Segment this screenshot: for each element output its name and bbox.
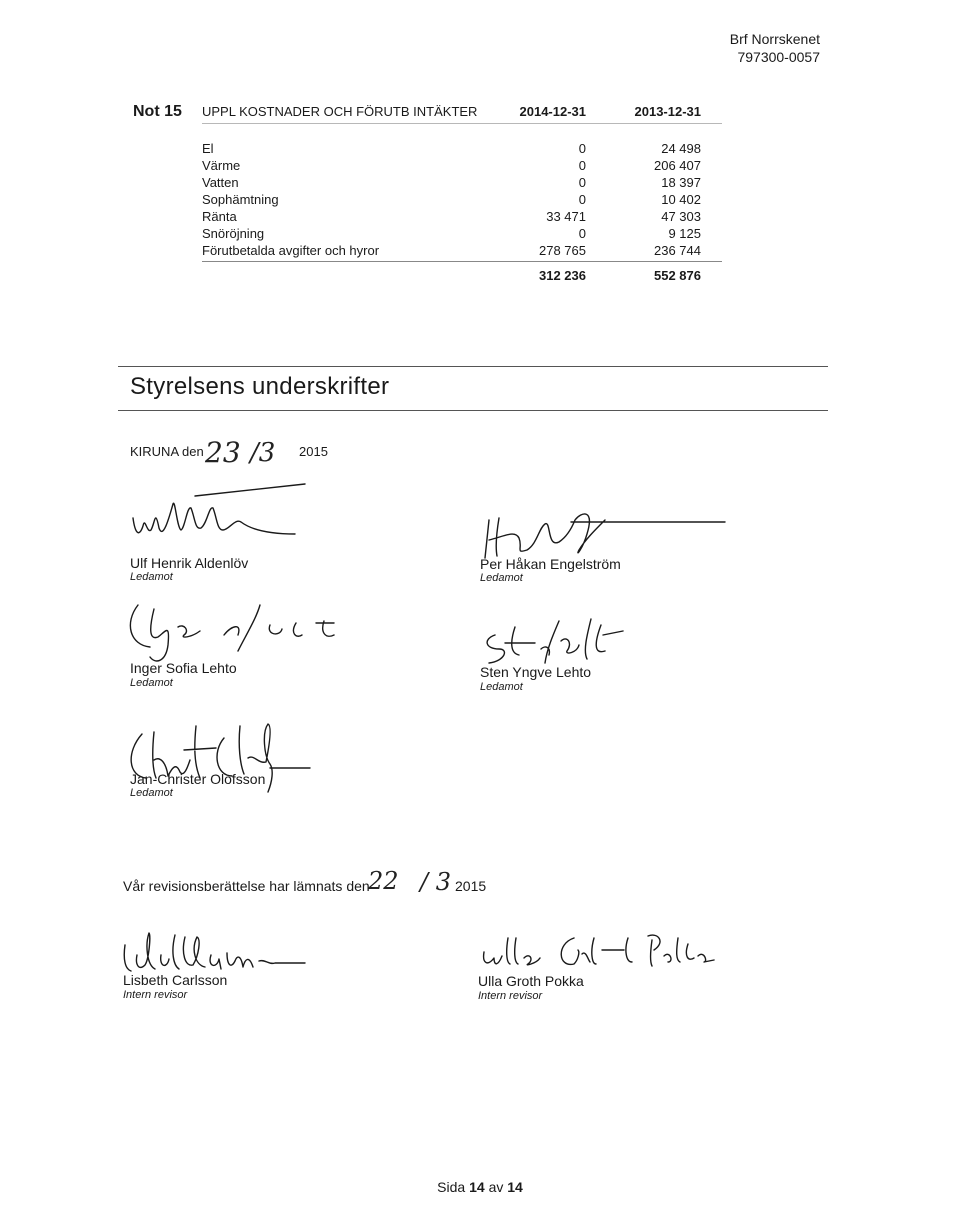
total-2014: 312 236 bbox=[539, 268, 586, 283]
row-label: Sophämtning bbox=[202, 192, 279, 207]
revisor-name: Lisbeth Carlsson bbox=[123, 972, 228, 988]
total-2013: 552 876 bbox=[654, 268, 701, 283]
signer-role: Ledamot bbox=[130, 787, 173, 799]
row-value-2014: 0 bbox=[578, 226, 586, 241]
signer-name: Per Håkan Engelström bbox=[480, 556, 621, 572]
signer-name: Ulf Henrik Aldenlöv bbox=[130, 555, 249, 571]
signer-role: Ledamot bbox=[130, 571, 173, 583]
table-row bbox=[202, 140, 702, 157]
signer-name: Inger Sofia Lehto bbox=[130, 660, 237, 676]
footer-total: 14 bbox=[507, 1179, 523, 1195]
row-label: El bbox=[202, 141, 214, 156]
row-value-2013: 206 407 bbox=[654, 158, 701, 173]
footer-mid: av bbox=[488, 1179, 504, 1195]
table-row bbox=[202, 157, 702, 174]
row-value-2013: 236 744 bbox=[654, 243, 701, 258]
table-row bbox=[202, 174, 702, 191]
handwritten-day: 23 bbox=[205, 436, 241, 469]
row-value-2013: 18 397 bbox=[661, 175, 701, 190]
header-divider bbox=[202, 123, 722, 124]
signer-role: Ledamot bbox=[480, 572, 523, 584]
signature-per bbox=[475, 490, 735, 565]
total-row bbox=[202, 267, 702, 284]
row-label: Ränta bbox=[202, 209, 237, 224]
page-footer bbox=[0, 1179, 960, 1195]
column-header-2014: 2014-12-31 bbox=[519, 104, 586, 119]
revisor-name: Ulla Groth Pokka bbox=[478, 973, 584, 989]
audit-year: 2015 bbox=[455, 878, 487, 894]
note-label: Not 15 bbox=[133, 103, 182, 120]
row-label: Vatten bbox=[202, 175, 239, 190]
footer-prefix: Sida bbox=[437, 1179, 466, 1195]
table-row bbox=[202, 191, 702, 208]
row-value-2013: 10 402 bbox=[661, 192, 701, 207]
revisor-role: Intern revisor bbox=[123, 989, 188, 1001]
row-value-2014: 0 bbox=[578, 175, 586, 190]
signing-year: 2015 bbox=[299, 444, 328, 459]
signature-sten bbox=[475, 605, 635, 670]
signature-ulf bbox=[125, 478, 315, 558]
table-row bbox=[202, 225, 702, 242]
signer-role: Ledamot bbox=[480, 681, 523, 693]
row-value-2013: 9 125 bbox=[668, 226, 701, 241]
signature-inger bbox=[120, 595, 350, 665]
column-header-2013: 2013-12-31 bbox=[634, 104, 701, 119]
table-row bbox=[202, 242, 702, 259]
section-rule-top bbox=[118, 366, 828, 367]
handwritten-month: /3 bbox=[250, 438, 276, 468]
handwritten-audit-day: 22 bbox=[368, 867, 399, 895]
row-label: Förutbetalda avgifter och hyror bbox=[202, 243, 380, 258]
org-name: Brf Norrskenet bbox=[729, 31, 820, 47]
signer-name: Jan-Christer Olofsson bbox=[130, 771, 266, 787]
row-value-2014: 278 765 bbox=[539, 243, 586, 258]
row-value-2014: 0 bbox=[578, 158, 586, 173]
audit-statement: Vår revisionsberättelse har lämnats den bbox=[123, 878, 370, 894]
note-title: UPPL KOSTNADER OCH FÖRUTB INTÄKTER bbox=[202, 104, 478, 119]
signer-role: Ledamot bbox=[130, 677, 173, 689]
handwritten-audit-month: / 3 bbox=[420, 868, 451, 896]
signer-name: Sten Yngve Lehto bbox=[480, 664, 592, 680]
section-rule-bottom bbox=[118, 410, 828, 411]
org-number: 797300-0057 bbox=[737, 49, 820, 65]
row-label: Snöröjning bbox=[202, 226, 265, 241]
row-value-2014: 33 471 bbox=[546, 209, 586, 224]
totals bbox=[202, 267, 702, 284]
signing-place: KIRUNA den bbox=[130, 444, 204, 459]
signatures-title: Styrelsens underskrifter bbox=[130, 373, 390, 400]
row-value-2014: 0 bbox=[578, 192, 586, 207]
org-header bbox=[730, 30, 820, 66]
row-value-2013: 47 303 bbox=[661, 209, 701, 224]
footer-page: 14 bbox=[469, 1179, 485, 1195]
total-divider bbox=[202, 261, 722, 262]
row-value-2013: 24 498 bbox=[661, 141, 701, 156]
signature-ulla bbox=[478, 930, 718, 975]
row-value-2014: 0 bbox=[578, 141, 586, 156]
revisor-role: Intern revisor bbox=[478, 990, 543, 1002]
row-label: Värme bbox=[202, 158, 241, 173]
note-table bbox=[202, 140, 702, 259]
table-row bbox=[202, 208, 702, 225]
